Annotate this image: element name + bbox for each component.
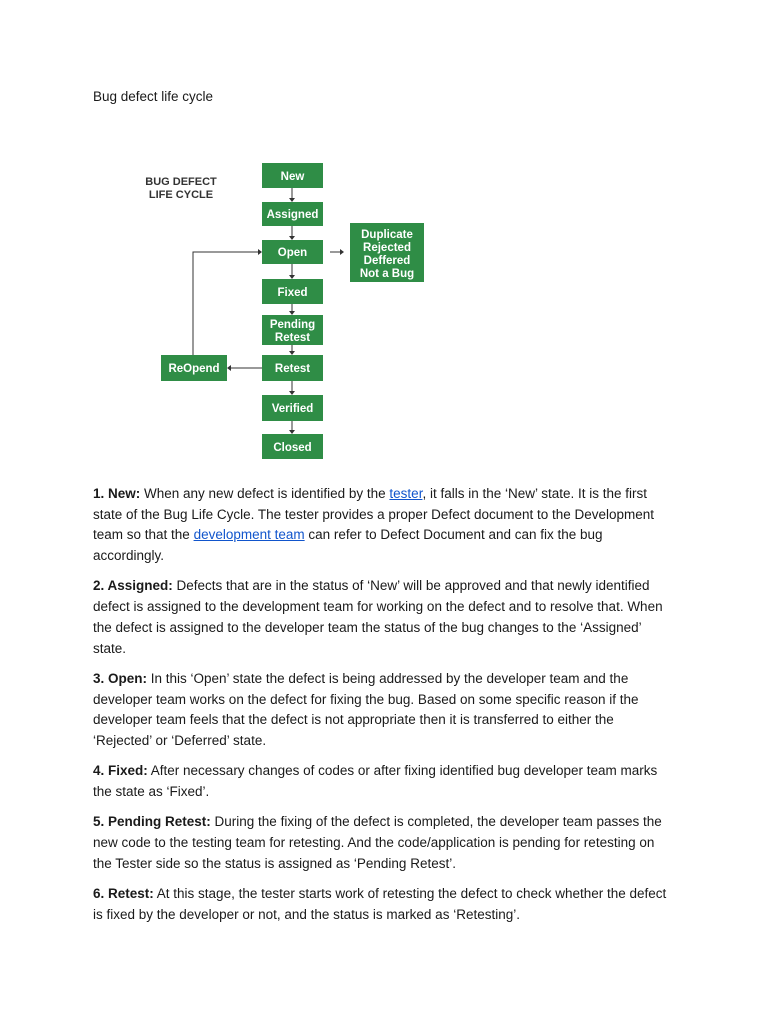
arrowhead-assigned-open (289, 236, 295, 240)
arrowhead-open-side (340, 249, 344, 255)
text-new-3: can refer to Defect Document and can fix the bug accordingly. (93, 527, 603, 564)
label-new: 1. New: (93, 486, 141, 501)
paragraph-open (93, 669, 673, 752)
diagram-heading-line1: BUG DEFECT (145, 176, 217, 188)
arrowhead-retest-verified (289, 391, 295, 395)
state-retest-label: Retest (274, 363, 311, 375)
state-verified-label: Verified (271, 403, 314, 415)
text-open: In this ‘Open’ state the defect is being addressed by the developer team and the developer team works on the defect for fixing the bug. Based on some specific reason if the developer team feels that the defect is not appropriate then it is transferred to either the ‘Rejected’ or ‘Deferred’ state. (93, 670, 639, 748)
arrowhead-retest-reopend (227, 365, 231, 371)
arrowhead-fixed-pending (289, 311, 295, 315)
tester-link[interactable]: tester (389, 486, 423, 501)
diagram-heading-line2: LIFE CYCLE (148, 189, 214, 201)
label-fixed: 4. Fixed: (93, 763, 148, 779)
paragraph-retest (93, 884, 673, 925)
arrowhead-pending-retest (289, 351, 295, 355)
state-assigned-label: Assigned (266, 209, 319, 221)
side-state-deffered: Deffered (363, 255, 411, 267)
text-pending-retest: During the fixing of the defect is completed, the developer team passes the new code to the testing team for retesting. And the code/application is pending for retesting on the Tester side so the status is assigned as ‘Pending Retest’. (93, 814, 662, 871)
text-new-1: When any new defect is identified by the (140, 486, 390, 501)
state-pending-label-line1: Pending (269, 319, 316, 331)
label-assigned: 2. Assigned: (93, 578, 173, 594)
text-retest: At this stage, the tester starts work of retesting the defect to check whether the defect is fixed by the developer or not, and the status is marked as ‘Retesting’. (93, 885, 667, 922)
label-retest: 6. Retest: (93, 885, 154, 901)
state-open-label: Open (277, 247, 308, 259)
state-pending-label-line2: Retest (274, 332, 311, 344)
side-state-not-a-bug: Not a Bug (359, 268, 415, 280)
text-new-2: , it falls in the ‘New’ state. It is the first state of the Bug Life Cycle. The tester provides a proper Defect document to the Development team so that the (93, 486, 655, 543)
bug-life-cycle-diagram (0, 0, 768, 470)
connector-reopend-open (193, 252, 259, 355)
state-reopend-label: ReOpend (168, 363, 220, 375)
arrowhead-new-assigned (289, 198, 295, 202)
label-pending-retest: 5. Pending Retest: (93, 814, 211, 830)
state-new-label: New (280, 171, 305, 183)
paragraph-pending-retest (93, 812, 673, 874)
document-title: Bug defect life cycle (93, 89, 214, 104)
label-open: 3. Open: (93, 670, 148, 686)
paragraph-new (93, 484, 673, 567)
text-fixed: After necessary changes of codes or after fixing identified bug developer team marks the state as ‘Fixed’. (93, 763, 658, 799)
text-assigned: Defects that are in the status of ‘New’ will be approved and that newly identified defect is assigned to the development team for working on the defect and to resolve that. When the defect is assigned to the developer team the status of the bug changes to the ‘Assigned’ state. (93, 578, 663, 656)
paragraph-fixed (93, 761, 673, 802)
state-fixed-label: Fixed (277, 287, 308, 299)
arrowhead-open-fixed (289, 275, 295, 279)
arrowhead-verified-closed (289, 430, 295, 434)
development-team-link[interactable]: development team (193, 527, 305, 543)
side-state-duplicate: Duplicate (361, 229, 413, 241)
paragraph-assigned (93, 576, 673, 659)
document-body (93, 484, 673, 935)
arrowhead-reopend-open (258, 249, 262, 255)
side-state-rejected: Rejected (363, 242, 411, 254)
state-closed-label: Closed (273, 442, 312, 454)
